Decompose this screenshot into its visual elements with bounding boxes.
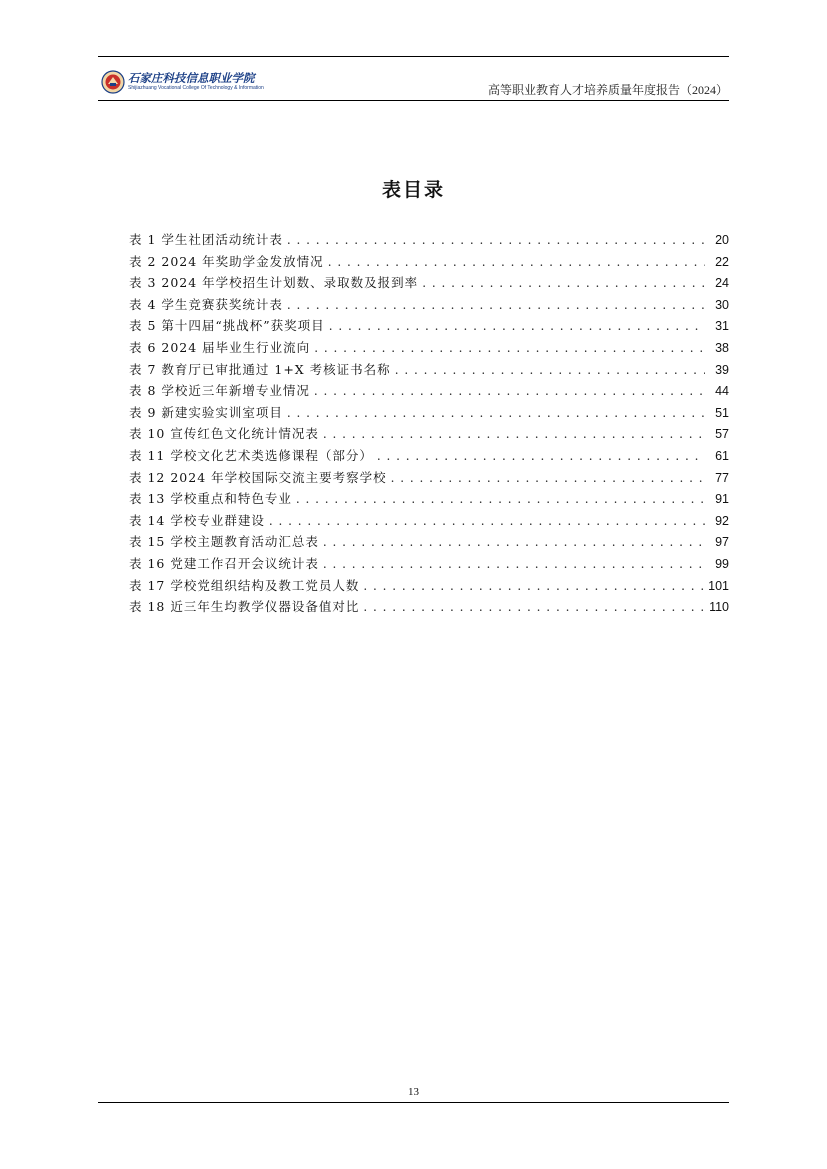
toc-entry[interactable] [129, 380, 729, 402]
toc-entry[interactable] [129, 337, 729, 359]
toc-leader-dots [296, 489, 705, 511]
toc-entry-page: 31 [715, 319, 729, 334]
footer-rule [98, 1102, 729, 1103]
toc-entry-label: 表 7 教育厅已审批通过 1+X 考核证书名称 [129, 361, 391, 377]
toc-entry[interactable] [129, 272, 729, 294]
toc-entry-page: 20 [715, 233, 729, 247]
school-seal-icon [101, 70, 125, 94]
toc-leader-dots [269, 511, 705, 533]
toc-entry-label: 表 5 第十四届“挑战杯”获奖项目 [129, 318, 325, 334]
toc-entry-page: 110 [709, 600, 729, 615]
toc-entry[interactable] [129, 531, 729, 553]
toc-leader-dots [323, 424, 705, 446]
page-title: 表目录 [381, 179, 445, 201]
toc-leader-dots [287, 403, 705, 425]
toc-entry-page: 51 [715, 405, 729, 420]
toc-entry-label: 表 8 学校近三年新增专业情况 [129, 383, 310, 399]
toc-entry[interactable] [129, 229, 729, 251]
toc-entry-page: 24 [715, 276, 729, 291]
toc-entry[interactable] [129, 402, 729, 424]
page-number: 13 [408, 1086, 419, 1098]
header-rule [98, 100, 729, 101]
toc-leader-dots [363, 597, 705, 619]
table-of-contents [129, 229, 729, 618]
toc-leader-dots [287, 295, 705, 317]
toc-entry-label: 表 6 2024 届毕业生行业流向 [129, 339, 311, 355]
toc-entry[interactable] [129, 359, 729, 381]
toc-entry[interactable] [129, 510, 729, 532]
toc-entry-page: 77 [715, 470, 729, 485]
toc-entry-label: 表 3 2024 年学校招生计划数、录取数及报到率 [129, 275, 419, 291]
toc-entry[interactable] [129, 553, 729, 575]
toc-entry-label: 表 9 新建实验实训室项目 [129, 404, 283, 420]
toc-entry-label: 表 2 2024 年奖助学金发放情况 [129, 253, 324, 269]
toc-entry-label: 表 11 学校文化艺术类选修课程（部分） [129, 447, 373, 463]
toc-leader-dots [287, 230, 705, 252]
logo-school-name-cn: 石家庄科技信息职业学院 [128, 71, 255, 85]
toc-entry[interactable] [129, 488, 729, 510]
toc-entry-label: 表 18 近三年生均教学仪器设备值对比 [129, 599, 360, 615]
toc-entry[interactable] [129, 294, 729, 316]
school-logo [101, 68, 264, 96]
toc-entry-label: 表 17 学校党组织结构及教工党员人数 [129, 577, 360, 593]
toc-entry-label: 表 13 学校重点和特色专业 [129, 491, 292, 507]
toc-entry-page: 39 [715, 362, 729, 377]
toc-entry-page: 44 [715, 384, 729, 399]
toc-entry-page: 22 [715, 254, 729, 269]
toc-entry[interactable] [129, 467, 729, 489]
toc-entry-page: 30 [715, 297, 729, 312]
toc-leader-dots [314, 381, 705, 403]
toc-entry-label: 表 4 学生竞赛获奖统计表 [129, 296, 283, 312]
toc-entry[interactable] [129, 251, 729, 273]
toc-entry[interactable] [129, 423, 729, 445]
toc-leader-dots [395, 360, 705, 382]
toc-entry-page: 61 [715, 448, 729, 463]
toc-entry-page: 91 [715, 492, 729, 507]
toc-leader-dots [422, 273, 705, 295]
toc-entry-label: 表 14 学校专业群建设 [129, 512, 265, 528]
toc-entry-label: 表 1 学生社团活动统计表 [129, 232, 283, 247]
report-title: 高等职业教育人才培养质量年度报告（2024） [487, 83, 728, 97]
toc-entry-page: 57 [715, 427, 729, 442]
toc-leader-dots [391, 468, 705, 490]
toc-leader-dots [329, 316, 705, 338]
toc-entry-label: 表 10 宣传红色文化统计情况表 [129, 426, 319, 442]
toc-leader-dots [323, 554, 705, 576]
toc-leader-dots [377, 446, 705, 468]
toc-entry-label: 表 12 2024 年学校国际交流主要考察学校 [129, 469, 387, 485]
toc-entry[interactable] [129, 575, 729, 597]
toc-leader-dots [363, 576, 704, 598]
header-top-rule [98, 56, 729, 57]
toc-entry-page: 38 [715, 340, 729, 355]
toc-entry-page: 101 [708, 578, 729, 593]
toc-entry-page: 97 [715, 535, 729, 550]
toc-entry-page: 92 [715, 513, 729, 528]
toc-leader-dots [323, 532, 705, 554]
toc-entry[interactable] [129, 445, 729, 467]
toc-entry-label: 表 16 党建工作召开会议统计表 [129, 555, 319, 571]
toc-entry[interactable] [129, 596, 729, 618]
toc-leader-dots [328, 252, 705, 274]
toc-entry[interactable] [129, 315, 729, 337]
toc-entry-page: 99 [715, 556, 729, 571]
toc-entry-label: 表 15 学校主题教育活动汇总表 [129, 534, 319, 550]
toc-leader-dots [314, 338, 705, 360]
logo-school-name-en: Shijiazhuang Vocational College Of Technology & Information [128, 85, 264, 91]
